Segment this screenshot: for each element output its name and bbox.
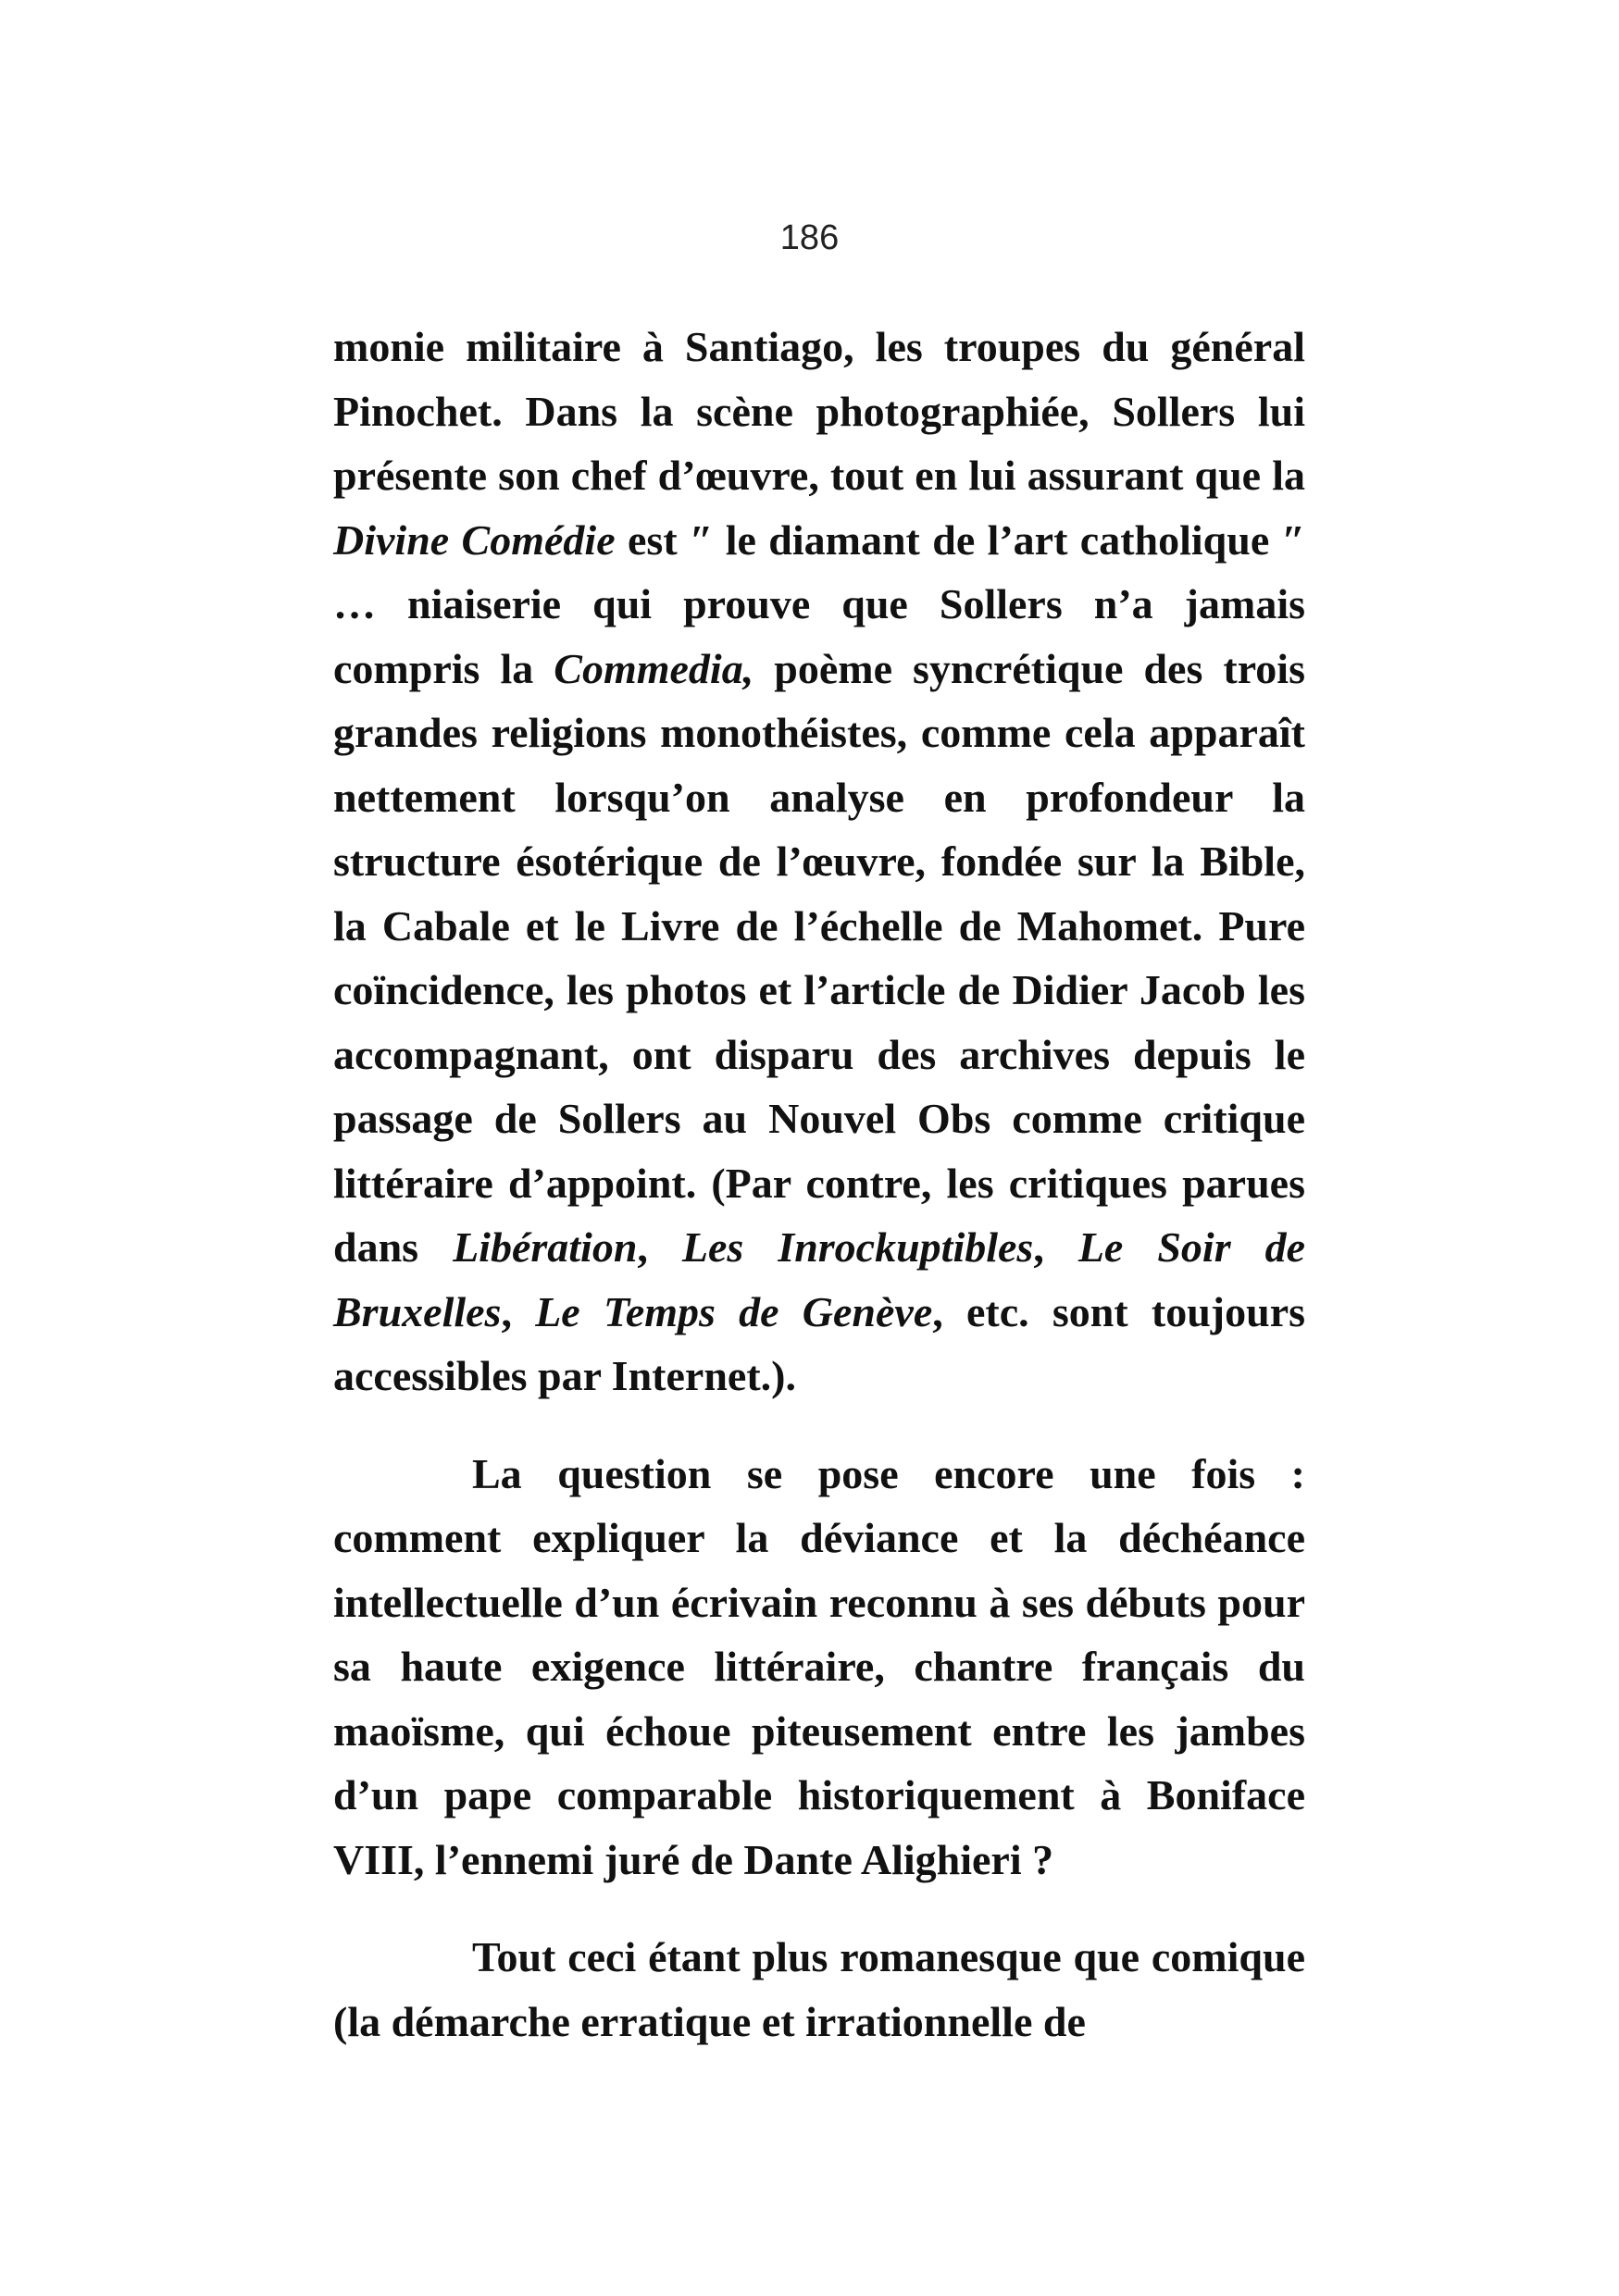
- text-run: est ″ le diamant de l’art catholique ″ … niaiserie qui prouve que Sollers n’a jamais compris la: [333, 515, 1305, 692]
- text-run: poème syncrétique des trois grandes religions monothéistes, comme cela apparaît nettement lorsqu’on analyse en profondeur la structure ésotérique de l’œuvre, fondée sur la Bible, la Cabale et le Livre de l’échelle de Mahomet. Pure coïncidence, les photos et l’article de Didier Jacob les accompagnant, ont disparu des archives depuis le passage de Sollers au Nouvel Obs comme critique littéraire d’appoint. (Par contre, les critiques parues dans: [333, 644, 1305, 1271]
- text-run: ,: [1033, 1223, 1078, 1271]
- italic-title: Divine Comédie: [333, 515, 616, 564]
- text-run: La question se pose encore une fois : comment expliquer la déviance et la déchéance intellectuelle d’un écrivain reconnu à ses débuts pour sa haute exigence littéraire, chantre français du maoïsme, qui échoue piteusement entre les jambes d’un pape comparable historiquement à Boniface VIII, l’ennemi juré de Dante Alighieri ?: [333, 1449, 1305, 1883]
- italic-title: Le Temps de Genève: [535, 1287, 933, 1335]
- italic-title: Les Inrockuptibles: [681, 1223, 1034, 1271]
- italic-title: Le Soir de Bruxelles: [333, 1223, 1305, 1335]
- paragraph: [333, 1925, 1305, 2054]
- paragraph: [333, 315, 1305, 1409]
- paragraph: [333, 1442, 1305, 1893]
- body-text: [333, 315, 1305, 2054]
- text-run: Tout ceci étant plus romanesque que comique (la démarche erratique et irrationnelle de: [333, 1933, 1305, 2045]
- text-run: , etc. sont toujours accessibles par Internet.).: [333, 1287, 1306, 1399]
- italic-title: Libération: [453, 1223, 638, 1271]
- text-run: monie militaire à Santiago, les troupes du général Pinochet. Dans la scène photographiée, Sollers lui présente son chef d’œuvre, tout en lui assurant que la: [333, 323, 1305, 499]
- italic-title: Commedia,: [554, 644, 754, 692]
- page-number: 186: [779, 218, 840, 257]
- text-run: ,: [637, 1223, 682, 1271]
- text-run: ,: [501, 1287, 536, 1335]
